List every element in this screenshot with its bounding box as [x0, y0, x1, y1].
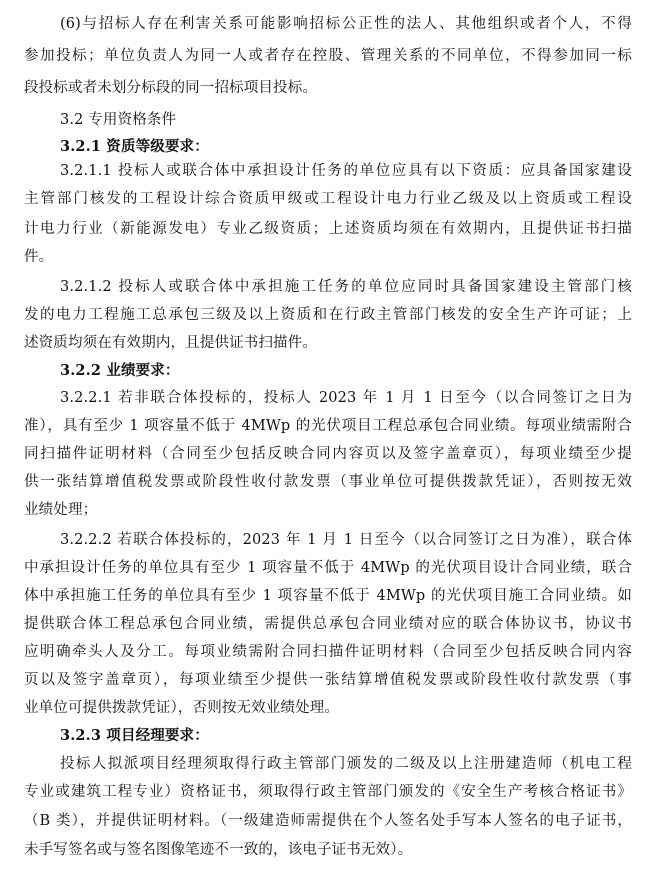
paragraph-3-2-2-2-line-6: 页以及签字盖章页），每项业绩至少提供一张结算增值税发票或阶段性收付款发票（事	[24, 672, 632, 688]
section-heading-3-2-1: 3.2.1 资质等级要求：	[60, 138, 209, 155]
paragraph-3-2-2-1-line-3: 同扫描件证明材料（合同至少包括反映合同内容页以及签字盖章页），每项业绩至少提	[24, 446, 632, 462]
paragraph-3-2-3-line-2: 专业或建筑工程专业）资格证书，须取得行政主管部门颁发的《安全生产考核合格证书》	[24, 784, 632, 800]
paragraph-3-2-1-1-line-2: 主管部门核发的工程设计综合资质甲级或工程设计电力行业乙级及以上资质或工程设	[24, 191, 632, 207]
paragraph-3-2-2-1-line-2: 准），具有至少 1 项容量不低于 4MWp 的光伏项目工程总承包合同业绩。每项业绩需附合	[24, 418, 632, 434]
paragraph-6-line-2: 参加投标；单位负责人为同一人或者存在控股、管理关系的不同单位，不得参加同一标	[24, 48, 632, 64]
paragraph-3-2-3-line-4: 未手写签名或与签名图像笔迹不一致的，该电子证书无效）。	[24, 842, 413, 858]
section-heading-3-2-3: 3.2.3 项目经理要求：	[60, 727, 209, 744]
paragraph-3-2-1-2-line-3: 述资质均须在有效期内，且提供证书扫描件。	[24, 335, 317, 351]
paragraph-3-2-2-2-line-4: 提供联合体工程总承包合同业绩，需提供总承包合同业绩对应的联合体协议书，协议书	[24, 616, 632, 632]
paragraph-3-2-1-1-line-4: 件。	[24, 249, 54, 265]
paragraph-3-2-3-line-3: （B 类），并提供证明材料。（一级建造师需提供在个人签名处手写本人签名的电子证书，	[24, 813, 632, 829]
paragraph-3-2-2-2-line-5: 应明确牵头人及分工。每项业绩需附合同扫描件证明材料（合同至少包括反映合同内容	[24, 644, 632, 660]
paragraph-3-2-2-1-line-4: 供一张结算增值税发票或阶段性收付款发票（事业单位可提供拨款凭证），否则按无效	[24, 474, 632, 490]
paragraph-6-line-1: (6)与招标人存在利害关系可能影响招标公正性的法人、其他组织或者个人，不得	[60, 16, 632, 32]
paragraph-3-2-1-2-line-1: 3.2.1.2 投标人或联合体中承担施工任务的单位应同时具备国家建设主管部门核	[60, 279, 632, 295]
section-heading-3-2: 3.2 专用资格条件	[60, 112, 177, 128]
paragraph-3-2-2-2-line-3: 体中承担施工任务的单位具有至少 1 项容量不低于 4MWp 的光伏项目施工合同业绩。如	[24, 588, 632, 604]
paragraph-3-2-2-1-line-1: 3.2.2.1 若非联合体投标的，投标人 2023 年 1 月 1 日至今（以合同签订之日为	[60, 390, 632, 406]
paragraph-3-2-2-2-line-1: 3.2.2.2 若联合体投标的，2023 年 1 月 1 日至今（以合同签订之日为准），联合体	[60, 532, 632, 548]
paragraph-3-2-1-1-line-1: 3.2.1.1 投标人或联合体中承担设计任务的单位应具有以下资质：应具备国家建设	[60, 163, 632, 179]
paragraph-6-line-3: 段投标或者未划分标段的同一招标项目投标。	[24, 80, 317, 96]
paragraph-3-2-2-2-line-2: 中承担设计任务的单位具有至少 1 项容量不低于 4MWp 的光伏项目设计合同业绩，联合	[24, 560, 632, 576]
paragraph-3-2-2-2-line-7: 业单位可提供拨款凭证），否则按无效业绩处理。	[24, 700, 340, 716]
paragraph-3-2-3-line-1: 投标人拟派项目经理须取得行政主管部门颁发的二级及以上注册建造师（机电工程	[60, 756, 632, 772]
paragraph-3-2-1-2-line-2: 发的电力工程施工总承包三级及以上资质和在行政主管部门核发的安全生产许可证；上	[24, 307, 632, 323]
section-heading-3-2-2: 3.2.2 业绩要求：	[60, 362, 180, 379]
paragraph-3-2-2-1-line-5: 业绩处理；	[24, 502, 98, 518]
paragraph-3-2-1-1-line-3: 计电力行业（新能源发电）专业乙级资质；上述资质均须在有效期内，且提供证书扫描	[24, 221, 632, 237]
